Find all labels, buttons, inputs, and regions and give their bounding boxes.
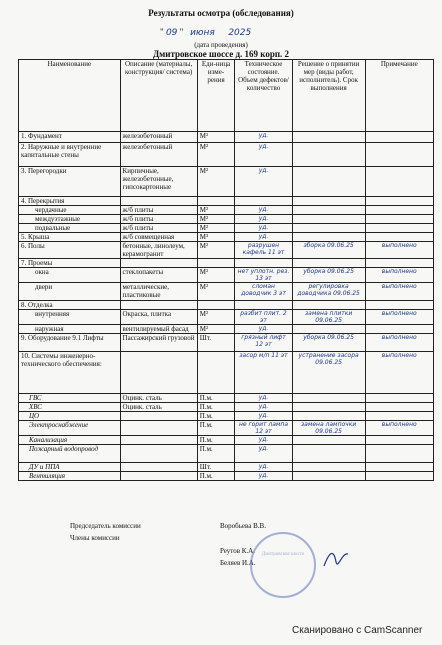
table-row xyxy=(19,143,434,167)
row-state: грязный лифт 12 эт xyxy=(235,334,292,352)
row-name: внутренняя xyxy=(19,310,121,325)
row-name: Вентиляция xyxy=(19,472,121,481)
handwritten-signature xyxy=(322,548,352,570)
row-state: уд. xyxy=(235,403,292,412)
row-decision: зборка 09.06.25 xyxy=(292,242,365,259)
row-state xyxy=(235,301,292,310)
row-unit: П.м. xyxy=(197,445,235,463)
document-title: Результаты осмотра (обследования) xyxy=(148,8,294,18)
row-name: двери xyxy=(19,283,121,301)
row-name: 4. Перекрытия xyxy=(19,197,121,206)
row-name: ЦО xyxy=(19,412,121,421)
row-description: стеклопакеты xyxy=(120,268,197,283)
row-decision xyxy=(292,463,365,472)
row-name: 2. Наружные и внутренние капитальные стены xyxy=(19,143,121,167)
row-unit: М² xyxy=(197,143,235,167)
row-decision xyxy=(292,224,365,233)
row-description: Оцинк. сталь xyxy=(120,403,197,412)
table-row xyxy=(19,436,434,445)
table-row xyxy=(19,445,434,463)
row-unit: М² xyxy=(197,242,235,259)
row-state: уд. xyxy=(235,233,292,242)
row-note xyxy=(365,394,433,403)
row-unit: М² xyxy=(197,132,235,143)
row-state: разбит плит. 2 эт xyxy=(235,310,292,325)
row-note: выполнено xyxy=(365,310,433,325)
date-day: 09 xyxy=(165,28,178,38)
row-note xyxy=(365,325,433,334)
row-name: 5. Крыша xyxy=(19,233,121,242)
row-note: выполнено xyxy=(365,268,433,283)
row-name: 10. Системы инженерно-технического обеспечения: xyxy=(19,352,121,394)
row-description xyxy=(120,197,197,206)
row-unit: М² xyxy=(197,268,235,283)
date-caption: (дата проведения) xyxy=(194,41,248,49)
row-name: окна xyxy=(19,268,121,283)
row-note xyxy=(365,167,433,197)
row-description xyxy=(120,445,197,463)
row-decision xyxy=(292,259,365,268)
row-name: междуэтажные xyxy=(19,215,121,224)
row-unit xyxy=(197,352,235,394)
col-note: Примечание xyxy=(365,60,433,132)
row-state: уд. xyxy=(235,167,292,197)
row-name: 9. Оборудование 9.1 Лифты xyxy=(19,334,121,352)
row-description: Кирпичные, железобетонные, гипсокартонные xyxy=(120,167,197,197)
row-decision xyxy=(292,412,365,421)
row-decision xyxy=(292,167,365,197)
inspection-date: " 09 " июня 2025 xyxy=(160,27,252,38)
table-row xyxy=(19,403,434,412)
col-name: Наименование xyxy=(19,60,121,132)
row-note: выполнено xyxy=(365,283,433,301)
row-unit: П.м. xyxy=(197,412,235,421)
row-description: железобетонный xyxy=(120,143,197,167)
row-note: выполнено xyxy=(365,242,433,259)
row-decision: замена плитки 09.06.25 xyxy=(292,310,365,325)
row-unit: П.м. xyxy=(197,403,235,412)
row-note: выполнено xyxy=(365,334,433,352)
row-state: нет уплотн. рез. 13 эт xyxy=(235,268,292,283)
row-state: уд. xyxy=(235,394,292,403)
members-label: Члены комиссии xyxy=(70,534,120,542)
table-row xyxy=(19,472,434,481)
row-description: металлические, пластиковые xyxy=(120,283,197,301)
row-name: 7. Проемы xyxy=(19,259,121,268)
row-name: Канализация xyxy=(19,436,121,445)
row-state: уд. xyxy=(235,463,292,472)
table-row xyxy=(19,421,434,436)
row-note xyxy=(365,233,433,242)
row-unit xyxy=(197,259,235,268)
row-description: Оцинк. сталь xyxy=(120,394,197,403)
table-row xyxy=(19,463,434,472)
row-note xyxy=(365,301,433,310)
row-unit xyxy=(197,197,235,206)
table-row xyxy=(19,206,434,215)
row-unit: М² xyxy=(197,283,235,301)
row-decision xyxy=(292,143,365,167)
row-name: 6. Полы xyxy=(19,242,121,259)
row-description xyxy=(120,436,197,445)
row-name: ГВС xyxy=(19,394,121,403)
row-decision xyxy=(292,472,365,481)
table-row xyxy=(19,412,434,421)
row-unit: П.м. xyxy=(197,394,235,403)
row-state: уд. xyxy=(235,132,292,143)
row-description xyxy=(120,412,197,421)
row-decision xyxy=(292,233,365,242)
address: Дмитровское шоссе д. 169 корп. 2 xyxy=(152,49,290,59)
row-description xyxy=(120,421,197,436)
row-name: ХВС xyxy=(19,403,121,412)
col-state: Техническое состояние. Объем дефектов/ количество xyxy=(235,60,292,132)
row-state: уд. xyxy=(235,445,292,463)
table-row xyxy=(19,283,434,301)
row-note xyxy=(365,215,433,224)
row-note xyxy=(365,412,433,421)
row-unit xyxy=(197,301,235,310)
row-description: бетонные, линолеум, керамогранит xyxy=(120,242,197,259)
row-state: уд. xyxy=(235,436,292,445)
row-description: ж/б плиты xyxy=(120,206,197,215)
row-name: Электроснабжение xyxy=(19,421,121,436)
row-name: 8. Отделка xyxy=(19,301,121,310)
row-state: уд. xyxy=(235,412,292,421)
row-note xyxy=(365,224,433,233)
row-unit: М² xyxy=(197,215,235,224)
row-name: 1. Фундамент xyxy=(19,132,121,143)
row-decision: устранение засора 09.06.25 xyxy=(292,352,365,394)
row-decision: уборка 09.06.25 xyxy=(292,334,365,352)
row-description xyxy=(120,301,197,310)
table-row xyxy=(19,197,434,206)
row-decision xyxy=(292,445,365,463)
row-decision xyxy=(292,394,365,403)
table-row xyxy=(19,242,434,259)
row-unit: Шт. xyxy=(197,463,235,472)
row-unit: М² xyxy=(197,310,235,325)
row-name: 3. Перегородки xyxy=(19,167,121,197)
table-row xyxy=(19,167,434,197)
row-description: Пассажирский грузовой xyxy=(120,334,197,352)
row-state: уд. xyxy=(235,215,292,224)
col-description: Описание (материалы, конструкция/ система) xyxy=(120,60,197,132)
col-unit: Еди-ница изме-рения xyxy=(197,60,235,132)
row-unit: П.м. xyxy=(197,421,235,436)
row-state: засор м/п 11 эт xyxy=(235,352,292,394)
row-name: чердачные xyxy=(19,206,121,215)
row-note xyxy=(365,472,433,481)
row-note xyxy=(365,259,433,268)
row-decision xyxy=(292,132,365,143)
row-note xyxy=(365,463,433,472)
table-row xyxy=(19,215,434,224)
table-row xyxy=(19,259,434,268)
row-decision xyxy=(292,197,365,206)
row-description: вентилируемый фасад xyxy=(120,325,197,334)
row-note xyxy=(365,445,433,463)
row-name: ДУ и ППА xyxy=(19,463,121,472)
table-row xyxy=(19,224,434,233)
row-unit: М² xyxy=(197,206,235,215)
date-year: 2025 xyxy=(228,28,252,38)
row-state: уд. xyxy=(235,143,292,167)
row-state: уд. xyxy=(235,206,292,215)
row-state: разрушен кафель 11 эт xyxy=(235,242,292,259)
row-note: выполнено xyxy=(365,421,433,436)
row-state: не горит лампа 12 эт xyxy=(235,421,292,436)
row-description xyxy=(120,259,197,268)
row-state: уд. xyxy=(235,472,292,481)
table-row xyxy=(19,352,434,394)
row-note xyxy=(365,197,433,206)
row-description xyxy=(120,352,197,394)
row-decision xyxy=(292,206,365,215)
row-decision xyxy=(292,403,365,412)
chair-name: Воробьева В.В. xyxy=(220,522,266,530)
row-state: уд. xyxy=(235,224,292,233)
row-note: выполнено xyxy=(365,352,433,394)
table-header-row xyxy=(19,60,434,132)
col-decision: Решение о принятии мер (виды работ, исполнитель). Срок выполнения xyxy=(292,60,365,132)
row-unit: Шт. xyxy=(197,334,235,352)
row-unit: М² xyxy=(197,224,235,233)
table-row xyxy=(19,394,434,403)
row-note xyxy=(365,143,433,167)
row-unit: М² xyxy=(197,167,235,197)
row-decision xyxy=(292,215,365,224)
member-2-name: Беляев И.А. xyxy=(220,559,256,567)
row-name: Пожарный водопровод xyxy=(19,445,121,463)
scanner-watermark: Сканировано с CamScanner xyxy=(292,625,423,636)
row-description: ж/б плиты xyxy=(120,215,197,224)
row-description xyxy=(120,472,197,481)
row-description: железобетонный xyxy=(120,132,197,143)
table-row xyxy=(19,325,434,334)
table-row xyxy=(19,310,434,325)
row-decision xyxy=(292,325,365,334)
table-row xyxy=(19,268,434,283)
member-1-name: Реутов К.А. xyxy=(220,547,255,555)
row-state xyxy=(235,259,292,268)
inspection-table xyxy=(18,59,434,481)
row-description: Окраска, плитка xyxy=(120,310,197,325)
table-row xyxy=(19,132,434,143)
row-description: ж/б совмещенная xyxy=(120,233,197,242)
row-decision xyxy=(292,301,365,310)
row-unit: М² xyxy=(197,325,235,334)
row-note xyxy=(365,436,433,445)
row-description xyxy=(120,463,197,472)
row-decision xyxy=(292,436,365,445)
chair-label: Председатель комиссии xyxy=(70,522,141,530)
row-unit: М³ xyxy=(197,233,235,242)
date-month: июня xyxy=(190,28,215,38)
table-row xyxy=(19,334,434,352)
row-decision: регулировка доводчика 09.06.25 xyxy=(292,283,365,301)
row-note xyxy=(365,206,433,215)
row-decision: уборка 09.06.25 xyxy=(292,268,365,283)
table-row xyxy=(19,233,434,242)
row-name: наружная xyxy=(19,325,121,334)
row-name: подвальные xyxy=(19,224,121,233)
row-decision: замена лампочки 09.06.25 xyxy=(292,421,365,436)
table-row xyxy=(19,301,434,310)
row-state xyxy=(235,197,292,206)
row-note xyxy=(365,403,433,412)
row-description: ж/б плиты xyxy=(120,224,197,233)
organization-stamp: Дмитровское шоссе xyxy=(250,532,316,598)
row-state: уд. xyxy=(235,325,292,334)
row-note xyxy=(365,132,433,143)
row-unit: П.м. xyxy=(197,436,235,445)
row-state: сломан доводчик 3 эт xyxy=(235,283,292,301)
row-unit: П.м. xyxy=(197,472,235,481)
